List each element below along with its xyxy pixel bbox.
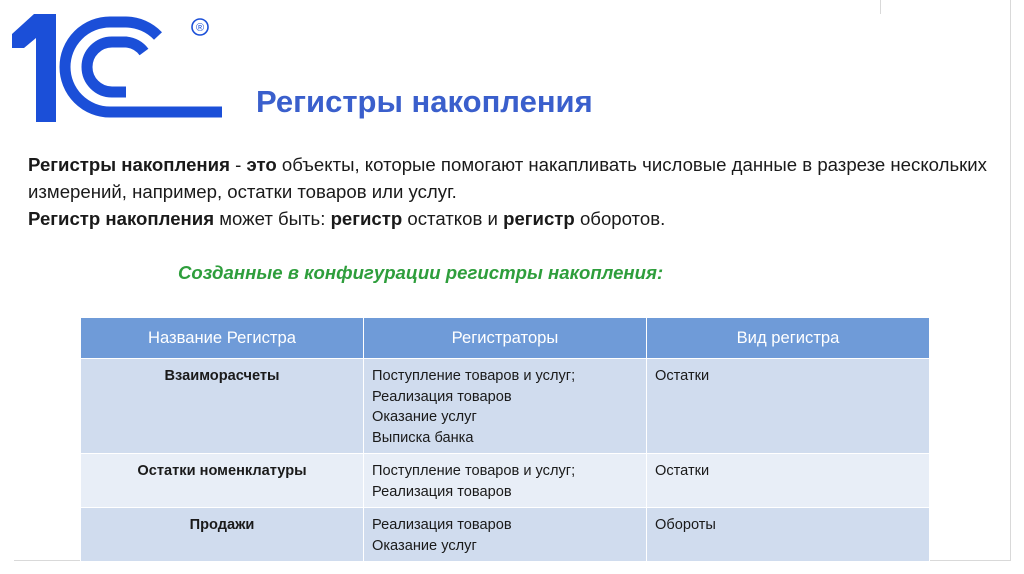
registrars-cell [364,508,647,562]
frame-top-line [880,0,881,14]
header-register-type: Вид регистра [647,318,930,359]
table-row [81,508,930,562]
registrar-item: Реализация товаров [372,483,512,500]
term-accumulation-registers: Регистры накопления [28,154,230,175]
registrar-item: Поступление товаров и услуг; [372,463,576,479]
registrar-item: Оказание услуг [372,537,477,554]
registrar-item: Поступление товаров и услуг; [372,368,576,384]
table-row [81,454,930,508]
registrar-item: Реализация товаров [372,388,512,405]
intro-balances: остатков и [402,208,504,229]
registers-table [80,317,930,562]
register-type: Остатки [647,359,930,454]
register-type: Обороты [647,508,930,562]
registered-mark: ® [195,22,205,34]
logo-1c-mark [12,14,56,122]
registrar-item: Выписка банка [372,429,474,446]
registrar-item: Оказание услуг [372,409,477,425]
frame-right-line [1010,0,1011,560]
logo-1c [4,8,232,128]
register-name: Остатки номенклатуры [81,454,364,508]
register-type: Остатки [647,454,930,508]
header-register-name: Название Регистра [81,318,364,359]
intro-dash: - [229,154,247,175]
register-name: Взаиморасчеты [81,359,364,454]
intro-paragraph-2 [28,205,988,232]
intro-turnovers: оборотов. [574,208,666,229]
logo-c-arcs [65,22,158,112]
intro-definition: объекты, которые помогают накапливать числовые данные в разрезе нескольких измерений, например, остатки товаров или услуг. [28,154,987,202]
registrars-cell [364,454,647,508]
slide-title: Регистры накопления [256,84,593,119]
register-name: Продажи [81,508,364,562]
term-register-1: регистр [330,208,403,229]
term-this: это [246,154,277,175]
table-row [81,359,930,454]
intro-text [28,151,988,232]
intro-paragraph-1 [28,151,988,205]
table-caption: Созданные в конфигурации регистры накопления: [178,262,664,283]
term-accumulation-register: Регистр накопления [28,208,215,229]
registrar-item: Реализация товаров [372,517,512,533]
table-header-row [81,318,930,359]
registrars-cell [364,359,647,454]
term-register-2: регистр [503,208,575,229]
header-registrars: Регистраторы [364,318,647,359]
intro-can-be: может быть: [214,208,331,229]
